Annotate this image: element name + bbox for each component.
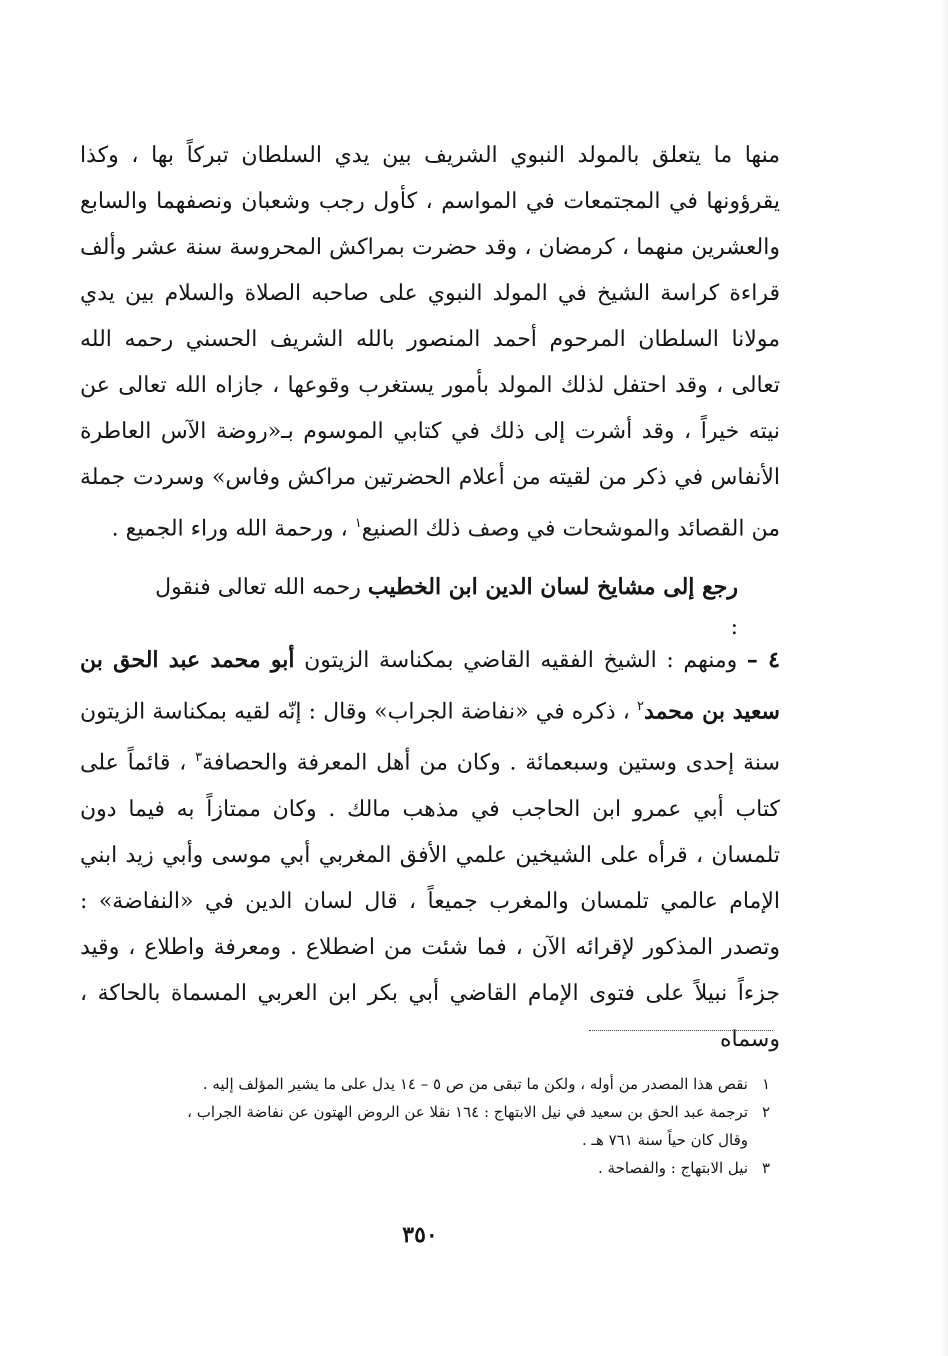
footnote-1 xyxy=(110,1070,770,1098)
footnote-2-continuation: وقال كان حياً سنة ٧٦١ هـ . xyxy=(582,1131,748,1149)
paragraph-1-text: منها ما يتعلق بالمولد النبوي الشريف بين يدي السلطان تبركاً بها ، وكذا يقرؤونها في المجتمعات في المواسم ، كأول رجب وشعبان ونصفهما والسابع والعشرين منهما ، كرمضان ، وقد حضرت بمراكش المحروسة سنة عشر وألف قراءة كراسة الشيخ في المولد النبوي على صاحبه الصلاة والسلام بين يدي مولانا السلطان المرحوم أحمد المنصور بالله الشريف الحسني رحمه الله تعالى ، وقد احتفل لذلك المولد بأمور يستغرب وقوعها ، جازاه الله تعالى عن نيته خيراً ، وقد أشرت إلى ذلك في كتابي الموسوم بـ«روضة الآس العاطرة الأنفاس في ذكر من لقيته من أعلام الحضرتين مراكش وفاس» وسردت جملة من القصائد والموشحات في وصف ذلك الصنيع xyxy=(80,143,780,542)
section-heading xyxy=(150,567,738,648)
entry-text-b: ، قائماً على كتاب أبي عمرو ابن الحاجب في مذهب مالك . وكان ممتازاً به فيما دون تلمسان ، قرأه على الشيخين علمي الأفق المغربي أبي موسى وأبي زيد ابني الإمام عالمي تلمسان والمغرب جميعاً ، قال لسان الدين في «النفاضة» : وتصدر المذكور لإقرائه الآن ، فما شئت من اضطلاع . ومعرفة واطلاع ، وقيد جزءاً نبيلاً على فتوى الإمام القاضي أبي بكر ابن العربي المسماة بالحاكة ، وسماه xyxy=(80,750,780,1052)
footnote-3-text: نيل الابتهاج : والفصاحة . xyxy=(597,1159,748,1177)
footnote-1-text: نقص هذا المصدر من أوله ، ولكن ما تبقى من ص ٥ – ١٤ يدل على ما يشير المؤلف إليه . xyxy=(202,1075,748,1093)
entry-paragraph xyxy=(80,637,780,1063)
footnote-3-number: ٣ xyxy=(761,1159,770,1177)
heading-bold-text: رجع إلى مشايخ لسان الدين ابن الخطيب xyxy=(367,574,738,600)
heading-rest-text: رحمه الله تعالى فنقول : xyxy=(155,575,738,640)
entry-text-a: ، ذكره في «نفاضة الجراب» وقال : إنّه لقيه بمكناسة الزيتون سنة إحدى وستين وسبعمائة . وكان من أهل المعرفة والحصافة xyxy=(80,699,780,776)
entry-number: ٤ – xyxy=(746,647,780,673)
footnote-3 xyxy=(110,1154,770,1182)
footnote-2-text: ترجمة عبد الحق بن سعيد في نيل الابتهاج : ١٦٤ نقلا عن الروض الهتون عن نفاضة الجراب ، xyxy=(187,1103,748,1121)
entry-name: أبو محمد عبد الحق بن سعيد بن محمد xyxy=(80,647,780,725)
footnote-ref-3: ٣ xyxy=(195,750,203,766)
footnotes xyxy=(110,1070,770,1182)
footnote-1-number: ١ xyxy=(761,1075,770,1093)
page-number: ٣٥٠ xyxy=(402,1222,438,1248)
footnote-divider xyxy=(589,1030,773,1031)
footnote-2-number: ٢ xyxy=(761,1103,770,1121)
footnote-2 xyxy=(110,1098,770,1126)
footnote-ref-2: ٢ xyxy=(637,699,645,714)
paragraph-1-end: ، ورحمة الله وراء الجميع . xyxy=(111,516,355,542)
footnote-ref-1: ١ xyxy=(354,516,362,531)
paragraph-1 xyxy=(80,133,780,552)
entry-intro: ومنهم : الشيخ الفقيه القاضي بمكناسة الزيتون xyxy=(294,648,747,673)
page-edge-shadow xyxy=(942,0,948,1356)
